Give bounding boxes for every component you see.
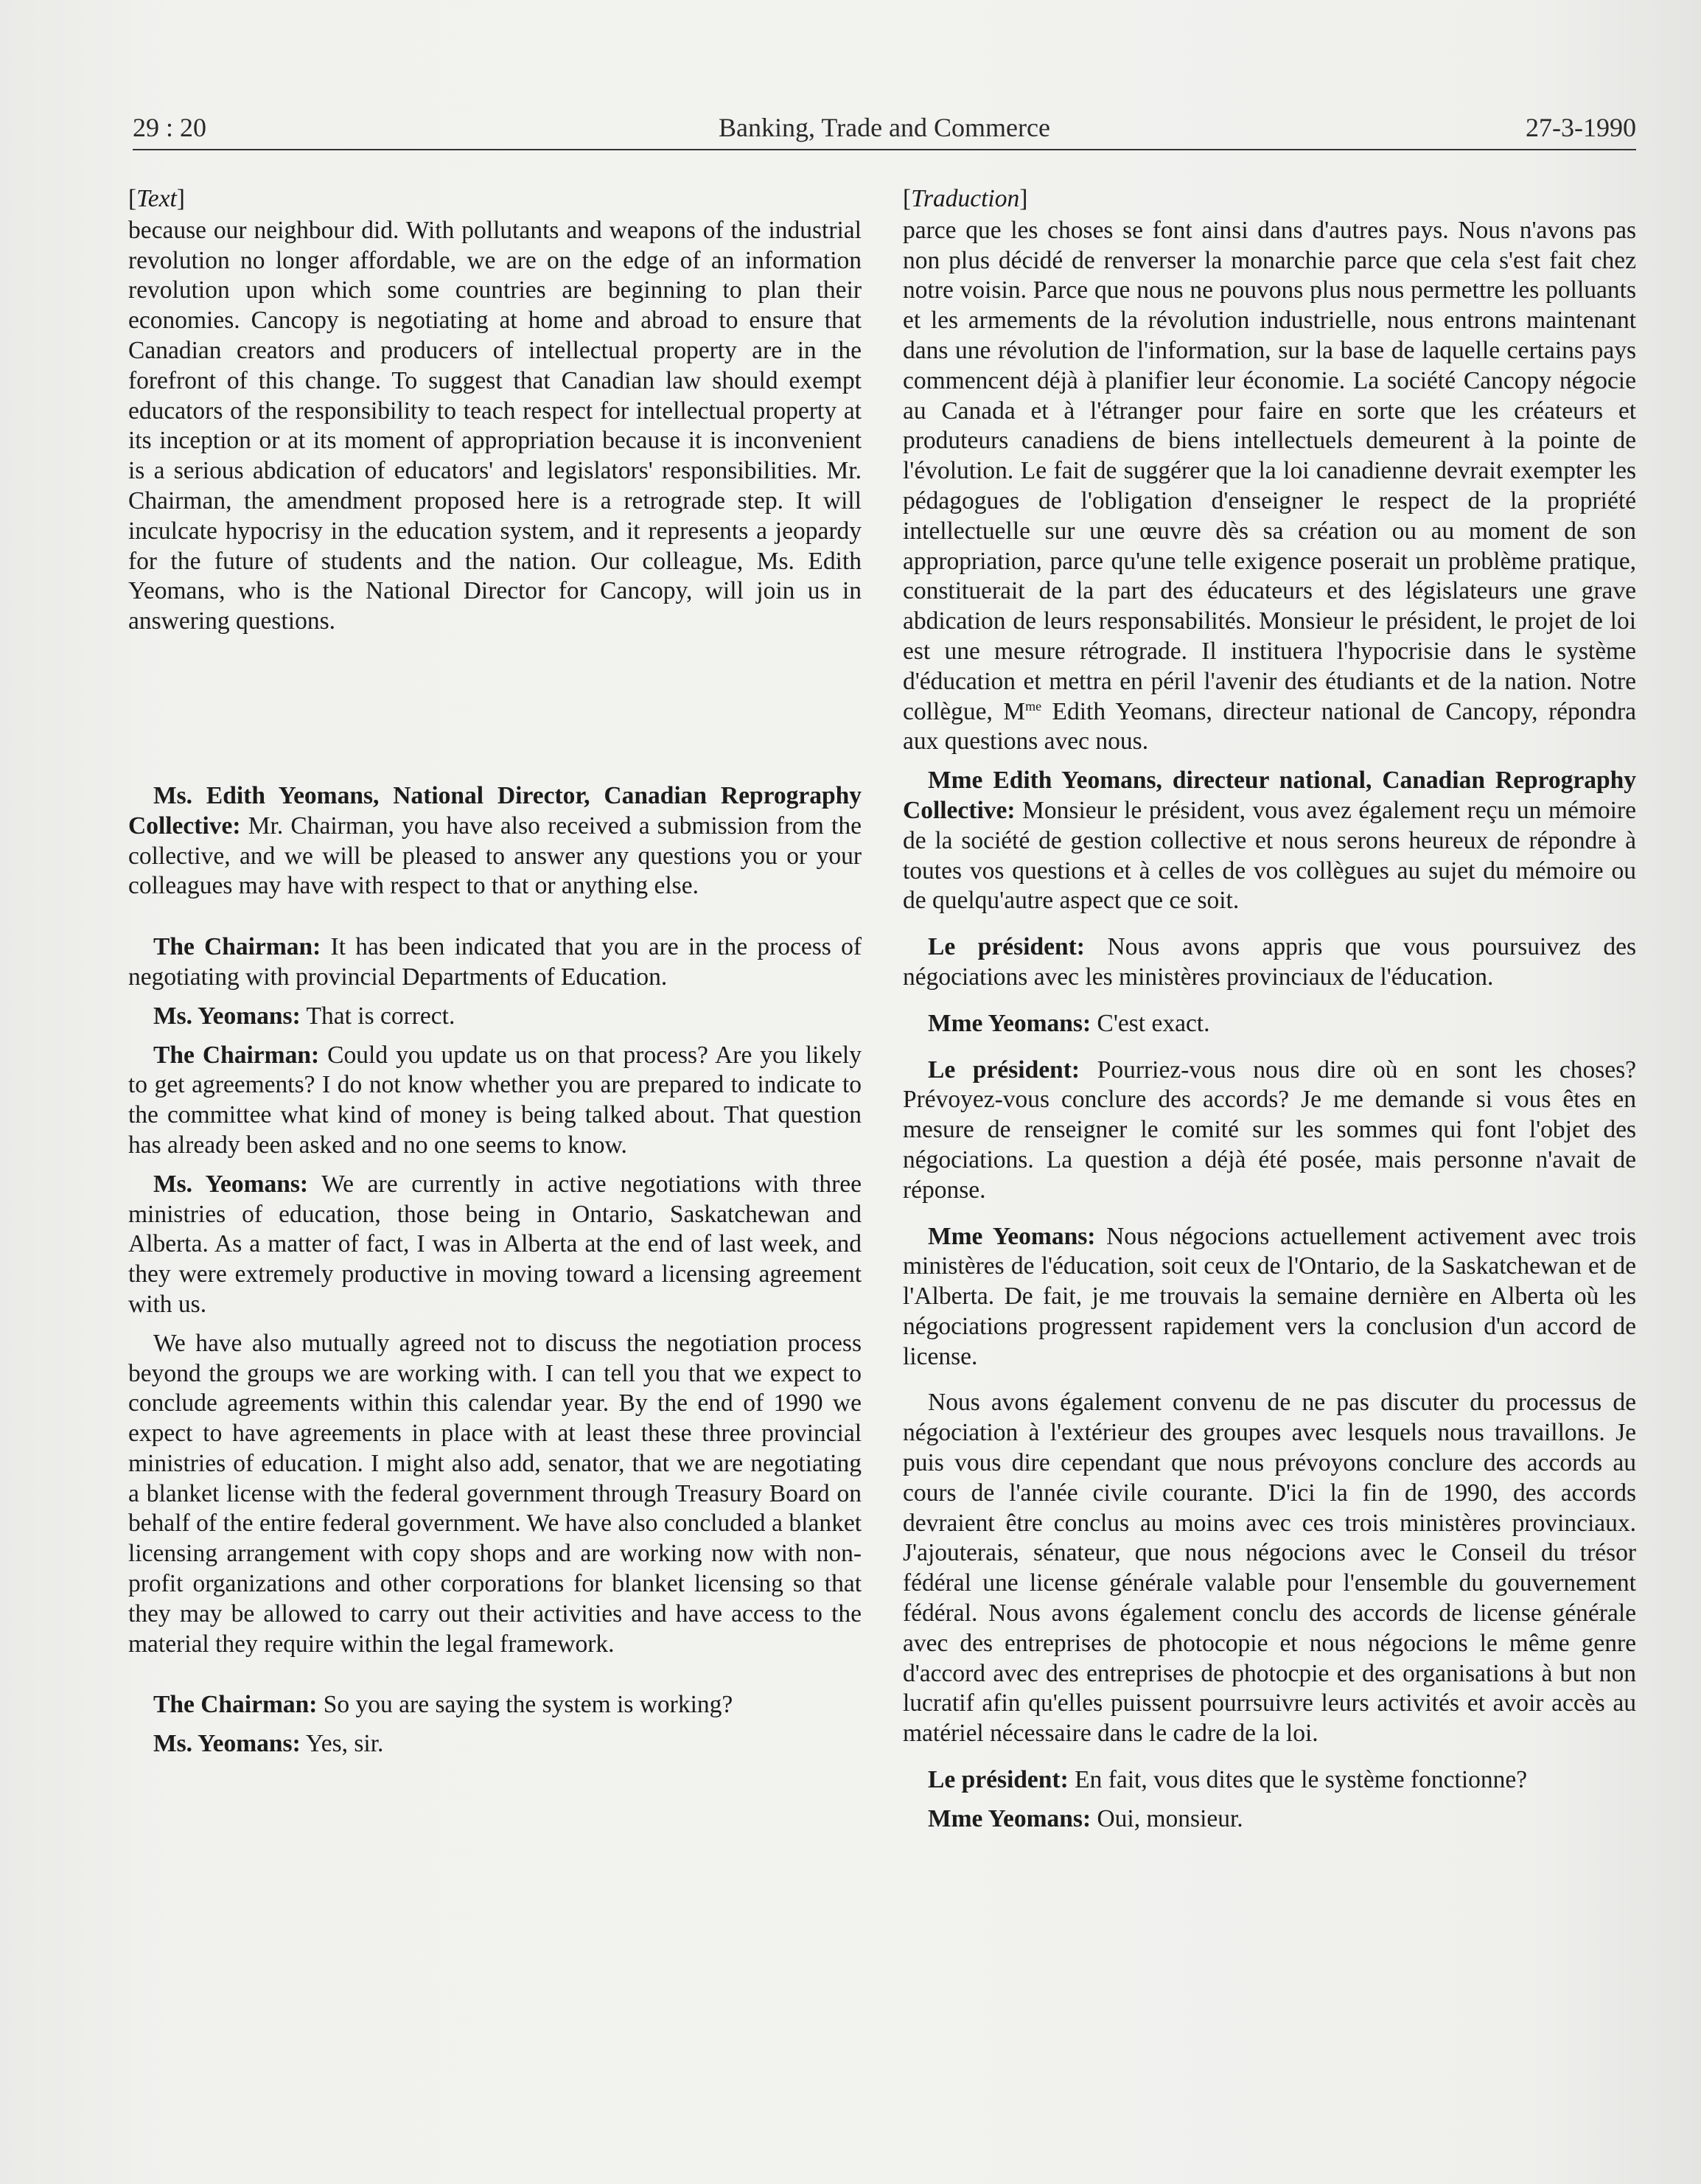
- speaker-label: Mme Yeomans:: [928, 1804, 1091, 1832]
- page-number: 29 : 20: [133, 113, 207, 142]
- publication-title: Banking, Trade and Commerce: [719, 113, 1050, 142]
- paragraph: We have also mutually agreed not to discuss the negotiation process beyond the groups we are working with. I can tell you that we expect to conclude agreements within this calendar year. By the end of 1990 we expect to have agreements in place with at least these three provincial ministries of education. I might also add, senator, that we are negotiating a blanket license with the federal government through Treasury Board on behalf of the entire federal government. We have also concluded a blanket licensing arrangement with copy shops and are working now with non-profit organizations and other corporations for blanket licensing so that they may be allowed to carry out their activities and have access to the material they require within the legal framework.: [128, 1329, 862, 1658]
- column-label: [Traduction]: [903, 185, 1028, 212]
- paragraph: The Chairman: So you are saying the system is working?: [153, 1691, 733, 1719]
- paragraph: parce que les choses se font ainsi dans d'autres pays. Nous n'avons pas non plus décidé de renverser la monarchie parce que cela s'est fait chez notre voisin. Parce que nous ne pouvons plus nous permettre les polluants et les armements de la révolution industrielle, nous entrons maintenant dans une révolution de l'information, sur la base de laquelle certains pays commencent déjà à planifier leur économie. La société Cancopy négocie au Canada et à l'étranger pour faire en sorte que les créateurs et produteurs canadiens de biens intellectuels demeurent à la pointe de l'évolution. Le fait de suggérer que la loi canadienne devrait exempter les pédagogues de l'obligation d'enseigner le respect de la propriété intellectuelle sur une œuvre dès sa création ou au moment de son appropriation, parce qu'une telle exigence poserait un problème pratique, constituerait de la part des éducateurs et des législateurs une grave abdication de leurs responsabilités. Monsieur le président, le projet de loi est une mesure rétrograde. Il instituera l'hypocrisie dans le système d'éducation et mettra en péril l'avenir des étudiants et de la nation. Notre collègue, $M^{me}$ Edith Yeomans, directeur national de Cancopy, répondra aux questions avec nous.: [903, 216, 1636, 756]
- paragraph: Ms. Edith Yeomans, National Director, Canadian Reprography Collective: Mr. Chairman, you have also received a submission from the collective, and we will be pleased to answer any questions you or your colleagues may have with respect to that or anything else.: [128, 781, 862, 900]
- paragraph: The Chairman: It has been indicated that you are in the process of negotiating with provincial Departments of Education.: [128, 933, 862, 991]
- speaker-label: Ms. Edith Yeomans, National Director, Canadian Reprography Collective:: [128, 781, 862, 840]
- speaker-label: Le président:: [928, 1056, 1080, 1084]
- speaker-label: Le président:: [928, 933, 1085, 961]
- french-column: [903, 184, 1636, 1835]
- column-label: [Text]: [128, 185, 185, 212]
- speaker-label: Le président:: [928, 1766, 1069, 1794]
- paragraph: Mme Edith Yeomans, directeur national, Canadian Reprography Collective: Monsieur le président, vous avez également reçu un mémoire de la société de gestion collective et nous serons heureux de répondre à toutes vos questions et à celles de vos collègues au sujet du mémoire ou de quelqu'autre aspect que ce soit.: [903, 767, 1636, 915]
- paragraph: Mme Yeomans: Nous négocions actuellement activement avec trois ministères de l'éducation, soit ceux de l'Ontario, de la Saskatchewan et de l'Alberta. De fait, je me trouvais la semaine dernière en Alberta où les négociations progressent rapidement vers la conclusion d'un accord de license.: [903, 1222, 1636, 1370]
- running-header: [133, 112, 1636, 150]
- speaker-label: Ms. Yeomans:: [153, 1002, 301, 1030]
- paragraph: Nous avons également convenu de ne pas discuter du processus de négociation à l'extérieur des groupes avec lesquels nous travaillons. Je puis vous dire cependant que nous prévoyons conclure des accords au cours de l'année civile courante. D'ici la fin de 1990, des accords devraient être conclus au moins avec ces trois ministères provinciaux. J'ajouterais, sénateur, que nous négocions avec le Conseil du trésor fédéral une license générale valable pour l'ensemble du gouvernement fédéral. Nous avons également conclu des accords de license générale avec des entreprises de photocopie et nous négocions le même genre d'accord avec des entreprises de photocpie et des organisations à but non lucratif afin qu'elles puissent pourrsuivre leurs activités et avoir accès au matériel nécessaire dans le cadre de la loi.: [903, 1389, 1636, 1748]
- speaker-label: Mme Edith Yeomans, directeur national, Canadian Reprography Collective:: [903, 767, 1636, 824]
- speaker-label: The Chairman:: [153, 1691, 318, 1719]
- paragraph: Le président: Pourriez-vous nous dire où en sont les choses? Prévoyez-vous conclure des accords? Je me demande si vous êtes en mesure de renseigner le comité sur les sommes qui font l'objet des négociations. La question a déjà été posée, mais personne n'avait de réponse.: [903, 1056, 1637, 1204]
- speaker-label: Ms. Yeomans:: [153, 1730, 301, 1758]
- paragraph: Le président: Nous avons appris que vous poursuivez des négociations avec les ministères provinciaux de l'éducation.: [903, 933, 1636, 991]
- speaker-label: Mme Yeomans:: [928, 1009, 1091, 1037]
- paragraph: Ms. Yeomans: We are currently in active negotiations with three ministries of education, those being in Ontario, Saskatchewan and Alberta. As a matter of fact, I was in Alberta at the end of last week, and they were extremely productive in moving toward a licensing agreement with us.: [128, 1170, 862, 1318]
- paragraph: The Chairman: Could you update us on that process? Are you likely to get agreements? I do not know whether you are prepared to indicate to the committee what kind of money is being talked about. That question has already been asked and no one seems to know.: [128, 1041, 862, 1159]
- paragraph: Mme Yeomans: Oui, monsieur.: [928, 1804, 1243, 1832]
- speaker-label: Mme Yeomans:: [928, 1222, 1096, 1250]
- paragraph: because our neighbour did. With pollutants and weapons of the industrial revolution no longer affordable, we are on the edge of an information revolution upon which some countries are beginning to plan their economies. Cancopy is negotiating at home and abroad to ensure that Canadian creators and producers of intellectual property are in the forefront of this change. To suggest that Canadian law should exempt educators of the responsibility to teach respect for intellectual property at its inception or at its moment of appropriation because it is inconvenient is a serious abdication of educators' and legislators' responsibilities. Mr. Chairman, the amendment proposed here is a retrograde step. It will inculcate hypocrisy in the education system, and it represents a jeopardy for the future of students and the nation. Our colleague, Ms. Edith Yeomans, who is the National Director for Cancopy, will join us in answering questions.: [128, 216, 862, 635]
- paragraph: Le président: En fait, vous dites que le système fonctionne?: [928, 1766, 1528, 1794]
- english-column: [128, 184, 862, 1759]
- speaker-label: The Chairman:: [153, 933, 321, 961]
- header-rule: [133, 149, 1636, 150]
- speaker-label: The Chairman:: [153, 1041, 320, 1069]
- issue-date: 27-3-1990: [1526, 113, 1636, 142]
- paragraph: Ms. Yeomans: That is correct.: [153, 1002, 455, 1030]
- paragraph: Mme Yeomans: C'est exact.: [928, 1009, 1210, 1037]
- speaker-label: Ms. Yeomans:: [153, 1170, 309, 1198]
- paragraph: Ms. Yeomans: Yes, sir.: [153, 1730, 384, 1758]
